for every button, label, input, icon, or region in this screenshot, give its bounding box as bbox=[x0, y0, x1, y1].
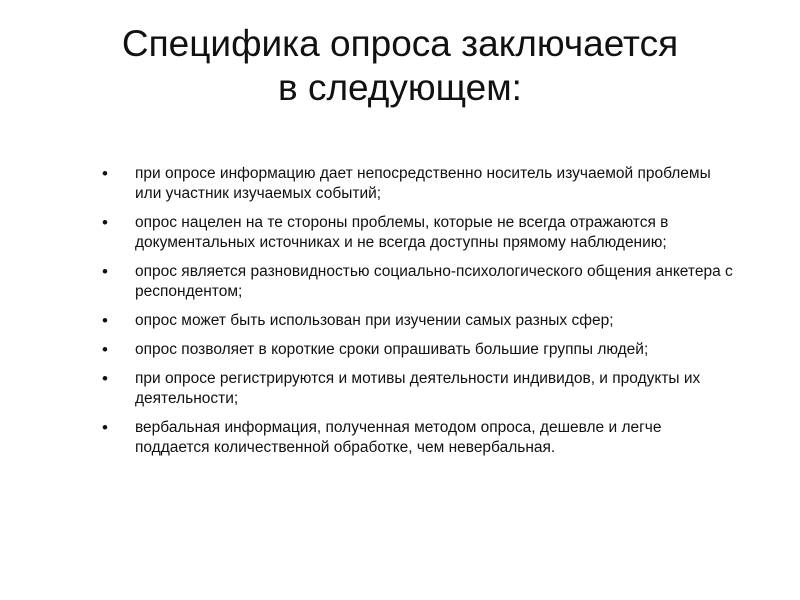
slide-title-line-2: в следующем: bbox=[278, 67, 522, 108]
bullet-text-1: при опросе информацию дает непосредственно носитель изучаемой проблемы или участник изучаемых событий; bbox=[135, 165, 711, 202]
bullet-item-6 bbox=[96, 369, 736, 409]
bullet-dot-icon: • bbox=[102, 311, 108, 330]
bullet-dot-icon: • bbox=[102, 213, 108, 232]
bullet-dot-icon: • bbox=[102, 340, 108, 359]
bullet-text-6: при опросе регистрируются и мотивы деятельности индивидов, и продукты их деятельности; bbox=[135, 370, 701, 407]
bullet-item-2 bbox=[96, 213, 736, 253]
bullet-text-3: опрос является разновидностью социально-психологического общения анкетера с респондентом; bbox=[135, 263, 733, 300]
bullet-text-4: опрос может быть использован при изучении самых разных сфер; bbox=[135, 312, 614, 329]
bullet-list bbox=[96, 164, 736, 467]
bullet-item-4 bbox=[96, 311, 736, 331]
bullet-dot-icon: • bbox=[102, 262, 108, 281]
bullet-dot-icon: • bbox=[102, 164, 108, 183]
bullet-item-3 bbox=[96, 262, 736, 302]
slide-title-line-1: Специфика опроса заключается bbox=[121, 23, 679, 64]
bullet-dot-icon: • bbox=[102, 418, 108, 437]
bullet-text-2: опрос нацелен на те стороны проблемы, которые не всегда отражаются в документальных источниках и не всегда доступны прямому наблюдению; bbox=[135, 214, 669, 251]
bullet-text-5: опрос позволяет в короткие сроки опрашивать большие группы людей; bbox=[135, 341, 649, 358]
bullet-text-7: вербальная информация, полученная методом опроса, дешевле и легче поддается количественной обработке, чем невербальная. bbox=[135, 419, 662, 456]
bullet-item-1 bbox=[96, 164, 736, 204]
bullet-item-5 bbox=[96, 340, 736, 360]
slide-title bbox=[40, 22, 760, 110]
bullet-item-7 bbox=[96, 418, 736, 458]
bullet-dot-icon: • bbox=[102, 369, 108, 388]
